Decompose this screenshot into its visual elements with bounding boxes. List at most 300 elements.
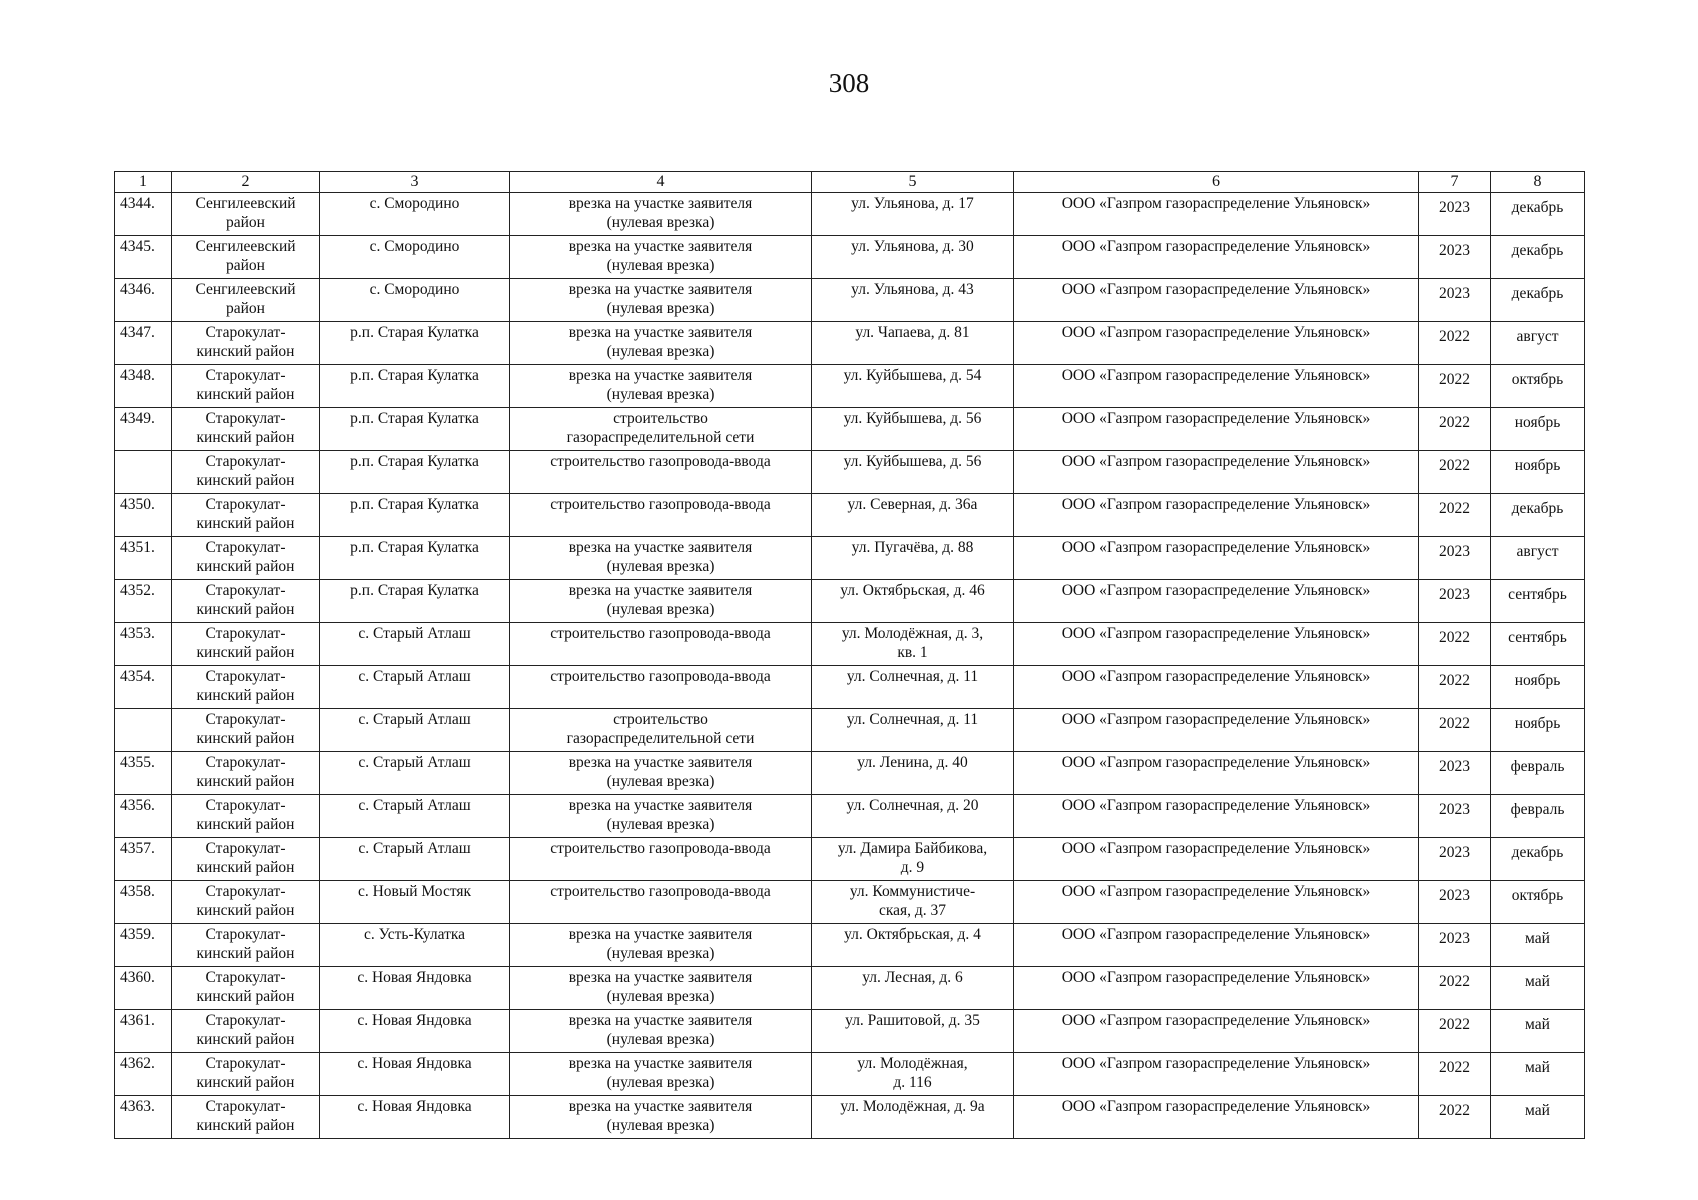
district-text: Старокулат- (205, 797, 286, 814)
district-cell (172, 838, 320, 881)
address-text: ул. Северная, д. 36а (847, 496, 978, 513)
row-number-cell (115, 1053, 172, 1096)
district-text: кинский район (196, 730, 295, 747)
settlement-text: с. Старый Атлаш (358, 625, 471, 642)
organization-cell (1014, 193, 1419, 236)
district-text: кинский район (196, 558, 295, 575)
district-text: кинский район (196, 472, 295, 489)
month-text: сентябрь (1508, 629, 1567, 646)
district-text: кинский район (196, 429, 295, 446)
address-cell (812, 193, 1014, 236)
work-type-cell (510, 967, 812, 1010)
work-type-cell (510, 881, 812, 924)
year-text: 2022 (1439, 629, 1470, 646)
organization-text: ООО «Газпром газораспределение Ульяновск» (1061, 668, 1371, 685)
table-row (115, 924, 1585, 967)
row-number-cell (115, 236, 172, 279)
year-text: 2023 (1439, 930, 1470, 947)
year-text: 2023 (1439, 887, 1470, 904)
address-text: ская, д. 37 (878, 902, 947, 919)
organization-text: ООО «Газпром газораспределение Ульяновск» (1061, 195, 1371, 212)
settlement-text: с. Усть-Кулатка (363, 926, 466, 943)
district-text: Старокулат- (205, 1012, 286, 1029)
organization-cell (1014, 408, 1419, 451)
header-row (115, 172, 1585, 193)
settlement-text: с. Смородино (369, 281, 460, 298)
work-type-text: газораспределительной сети (566, 429, 755, 446)
month-text: декабрь (1511, 285, 1564, 302)
registry-table (114, 171, 1585, 1139)
district-text: Старокулат- (205, 324, 286, 341)
address-cell (812, 666, 1014, 709)
district-text: кинский район (196, 601, 295, 618)
year-text: 2023 (1439, 242, 1470, 259)
month-cell (1491, 494, 1585, 537)
year-text: 2023 (1439, 758, 1470, 775)
address-cell (812, 623, 1014, 666)
settlement-cell (320, 494, 510, 537)
district-text: Старокулат- (205, 625, 286, 642)
row-number-cell (115, 752, 172, 795)
settlement-cell (320, 451, 510, 494)
organization-text: ООО «Газпром газораспределение Ульяновск» (1061, 883, 1371, 900)
month-text: август (1516, 543, 1559, 560)
address-text: ул. Ленина, д. 40 (857, 754, 968, 771)
organization-cell (1014, 365, 1419, 408)
settlement-text: с. Новая Яндовка (357, 969, 472, 986)
district-text: Старокулат- (205, 539, 286, 556)
year-cell (1419, 580, 1491, 623)
year-cell (1419, 1010, 1491, 1053)
address-cell (812, 709, 1014, 752)
organization-cell (1014, 623, 1419, 666)
settlement-text: с. Старый Атлаш (358, 711, 471, 728)
organization-cell (1014, 537, 1419, 580)
month-cell (1491, 1010, 1585, 1053)
work-type-text: (нулевая врезка) (606, 1117, 715, 1134)
organization-cell (1014, 1096, 1419, 1139)
table-row (115, 322, 1585, 365)
column-header: 8 (1491, 172, 1585, 193)
row-number: 4346. (120, 281, 155, 298)
organization-cell (1014, 580, 1419, 623)
table-row (115, 709, 1585, 752)
settlement-text: с. Старый Атлаш (358, 754, 471, 771)
address-text: д. 9 (900, 859, 925, 876)
district-text: кинский район (196, 988, 295, 1005)
work-type-cell (510, 408, 812, 451)
row-number: 4356. (120, 797, 155, 814)
month-text: октябрь (1511, 887, 1564, 904)
organization-text: ООО «Газпром газораспределение Ульяновск» (1061, 1098, 1371, 1115)
month-cell (1491, 838, 1585, 881)
year-text: 2022 (1439, 414, 1470, 431)
year-text: 2023 (1439, 586, 1470, 603)
year-text: 2022 (1439, 715, 1470, 732)
row-number: 4355. (120, 754, 155, 771)
month-text: август (1516, 328, 1559, 345)
work-type-text: врезка на участке заявителя (568, 797, 753, 814)
settlement-cell (320, 1053, 510, 1096)
month-cell (1491, 795, 1585, 838)
table-body (115, 193, 1585, 1139)
district-cell (172, 365, 320, 408)
district-text: кинский район (196, 773, 295, 790)
work-type-text: строительство газопровода-ввода (550, 840, 771, 857)
work-type-cell (510, 1010, 812, 1053)
district-text: кинский район (196, 386, 295, 403)
year-text: 2022 (1439, 371, 1470, 388)
district-cell (172, 1053, 320, 1096)
row-number-cell (115, 537, 172, 580)
organization-text: ООО «Газпром газораспределение Ульяновск» (1061, 754, 1371, 771)
row-number: 4345. (120, 238, 155, 255)
organization-text: ООО «Газпром газораспределение Ульяновск» (1061, 324, 1371, 341)
year-text: 2022 (1439, 1102, 1470, 1119)
work-type-text: врезка на участке заявителя (568, 582, 753, 599)
work-type-text: врезка на участке заявителя (568, 1055, 753, 1072)
work-type-cell (510, 494, 812, 537)
table-row (115, 279, 1585, 322)
settlement-cell (320, 1096, 510, 1139)
row-number-cell (115, 494, 172, 537)
district-cell (172, 537, 320, 580)
year-cell (1419, 193, 1491, 236)
row-number-cell (115, 1010, 172, 1053)
address-cell (812, 279, 1014, 322)
address-text: ул. Солнечная, д. 20 (846, 797, 979, 814)
settlement-text: с. Старый Атлаш (358, 668, 471, 685)
column-header: 4 (510, 172, 812, 193)
district-text: кинский район (196, 515, 295, 532)
year-cell (1419, 236, 1491, 279)
work-type-text: строительство газопровода-ввода (550, 453, 771, 470)
month-cell (1491, 236, 1585, 279)
district-text: Старокулат- (205, 1055, 286, 1072)
address-text: ул. Куйбышева, д. 56 (843, 453, 982, 470)
work-type-text: врезка на участке заявителя (568, 754, 753, 771)
table-row (115, 1096, 1585, 1139)
organization-text: ООО «Газпром газораспределение Ульяновск» (1061, 840, 1371, 857)
organization-cell (1014, 322, 1419, 365)
district-text: Старокулат- (205, 496, 286, 513)
address-cell (812, 408, 1014, 451)
district-text: Старокулат- (205, 969, 286, 986)
settlement-cell (320, 967, 510, 1010)
settlement-cell (320, 537, 510, 580)
district-text: район (226, 257, 265, 274)
year-cell (1419, 408, 1491, 451)
district-text: Старокулат- (205, 754, 286, 771)
table-row (115, 666, 1585, 709)
district-cell (172, 1096, 320, 1139)
row-number-cell (115, 322, 172, 365)
work-type-text: (нулевая врезка) (606, 945, 715, 962)
district-cell (172, 451, 320, 494)
work-type-text: строительство газопровода-ввода (550, 883, 771, 900)
work-type-text: строительство газопровода-ввода (550, 496, 771, 513)
settlement-text: р.п. Старая Кулатка (350, 539, 479, 556)
address-cell (812, 494, 1014, 537)
organization-cell (1014, 838, 1419, 881)
organization-text: ООО «Газпром газораспределение Ульяновск» (1061, 969, 1371, 986)
organization-text: ООО «Газпром газораспределение Ульяновск» (1061, 1012, 1371, 1029)
month-cell (1491, 537, 1585, 580)
month-cell (1491, 1053, 1585, 1096)
month-cell (1491, 752, 1585, 795)
month-cell (1491, 580, 1585, 623)
month-cell (1491, 709, 1585, 752)
year-text: 2022 (1439, 1059, 1470, 1076)
organization-text: ООО «Газпром газораспределение Ульяновск» (1061, 238, 1371, 255)
district-cell (172, 666, 320, 709)
work-type-text: (нулевая врезка) (606, 257, 715, 274)
district-cell (172, 279, 320, 322)
address-cell (812, 236, 1014, 279)
month-cell (1491, 451, 1585, 494)
work-type-cell (510, 623, 812, 666)
row-number-cell (115, 580, 172, 623)
address-text: ул. Пугачёва, д. 88 (851, 539, 974, 556)
work-type-cell (510, 1053, 812, 1096)
district-cell (172, 795, 320, 838)
year-cell (1419, 623, 1491, 666)
work-type-text: (нулевая врезка) (606, 343, 715, 360)
organization-cell (1014, 236, 1419, 279)
organization-cell (1014, 666, 1419, 709)
table-row (115, 795, 1585, 838)
table-row (115, 838, 1585, 881)
organization-text: ООО «Газпром газораспределение Ульяновск» (1061, 281, 1371, 298)
table-row (115, 408, 1585, 451)
month-cell (1491, 924, 1585, 967)
organization-text: ООО «Газпром газораспределение Ульяновск» (1061, 926, 1371, 943)
district-text: Старокулат- (205, 367, 286, 384)
settlement-cell (320, 666, 510, 709)
row-number-cell (115, 623, 172, 666)
organization-cell (1014, 795, 1419, 838)
work-type-cell (510, 451, 812, 494)
row-number-cell (115, 451, 172, 494)
district-cell (172, 623, 320, 666)
district-cell (172, 236, 320, 279)
month-text: декабрь (1511, 242, 1564, 259)
settlement-cell (320, 408, 510, 451)
year-cell (1419, 795, 1491, 838)
year-text: 2022 (1439, 500, 1470, 517)
year-cell (1419, 752, 1491, 795)
table-row (115, 537, 1585, 580)
year-cell (1419, 709, 1491, 752)
district-text: Сенгилеевский (195, 195, 296, 212)
address-text: ул. Куйбышева, д. 56 (843, 410, 982, 427)
year-text: 2022 (1439, 457, 1470, 474)
month-text: май (1525, 930, 1550, 947)
work-type-cell (510, 666, 812, 709)
work-type-cell (510, 580, 812, 623)
work-type-text: врезка на участке заявителя (568, 539, 753, 556)
address-text: ул. Коммунистиче- (849, 883, 976, 900)
table-row (115, 881, 1585, 924)
year-cell (1419, 365, 1491, 408)
row-number-cell (115, 1096, 172, 1139)
settlement-text: р.п. Старая Кулатка (350, 496, 479, 513)
year-cell (1419, 924, 1491, 967)
month-text: май (1525, 973, 1550, 990)
year-text: 2023 (1439, 844, 1470, 861)
work-type-cell (510, 709, 812, 752)
address-cell (812, 795, 1014, 838)
table-row (115, 967, 1585, 1010)
district-cell (172, 580, 320, 623)
work-type-text: врезка на участке заявителя (568, 926, 753, 943)
settlement-text: р.п. Старая Кулатка (350, 582, 479, 599)
settlement-text: с. Смородино (369, 238, 460, 255)
row-number: 4354. (120, 668, 155, 685)
settlement-text: с. Новая Яндовка (357, 1012, 472, 1029)
table-row (115, 752, 1585, 795)
address-text: ул. Солнечная, д. 11 (846, 668, 979, 685)
table-row (115, 451, 1585, 494)
district-text: Сенгилеевский (195, 281, 296, 298)
district-cell (172, 408, 320, 451)
organization-text: ООО «Газпром газораспределение Ульяновск» (1061, 453, 1371, 470)
month-cell (1491, 623, 1585, 666)
address-cell (812, 1010, 1014, 1053)
district-cell (172, 1010, 320, 1053)
table-row (115, 1010, 1585, 1053)
address-text: ул. Молодёжная, д. 9а (840, 1098, 985, 1115)
address-text: ул. Куйбышева, д. 54 (843, 367, 982, 384)
row-number-cell (115, 838, 172, 881)
settlement-cell (320, 365, 510, 408)
district-text: Старокулат- (205, 840, 286, 857)
address-text: ул. Ульянова, д. 30 (851, 238, 974, 255)
month-text: май (1525, 1059, 1550, 1076)
settlement-text: р.п. Старая Кулатка (350, 453, 479, 470)
work-type-cell (510, 537, 812, 580)
row-number: 4358. (120, 883, 155, 900)
address-cell (812, 967, 1014, 1010)
month-text: декабрь (1511, 199, 1564, 216)
row-number: 4363. (120, 1098, 155, 1115)
settlement-text: с. Старый Атлаш (358, 797, 471, 814)
organization-text: ООО «Газпром газораспределение Ульяновск» (1061, 539, 1371, 556)
work-type-cell (510, 924, 812, 967)
organization-cell (1014, 451, 1419, 494)
row-number: 4360. (120, 969, 155, 986)
organization-text: ООО «Газпром газораспределение Ульяновск» (1061, 410, 1371, 427)
row-number: 4357. (120, 840, 155, 857)
address-cell (812, 451, 1014, 494)
month-cell (1491, 666, 1585, 709)
settlement-text: с. Новая Яндовка (357, 1055, 472, 1072)
work-type-cell (510, 838, 812, 881)
work-type-text: строительство газопровода-ввода (550, 668, 771, 685)
work-type-text: врезка на участке заявителя (568, 1098, 753, 1115)
work-type-text: (нулевая врезка) (606, 988, 715, 1005)
row-number: 4350. (120, 496, 155, 513)
column-header: 1 (115, 172, 172, 193)
work-type-cell (510, 279, 812, 322)
table-row (115, 193, 1585, 236)
work-type-text: (нулевая врезка) (606, 386, 715, 403)
settlement-text: р.п. Старая Кулатка (350, 324, 479, 341)
work-type-text: (нулевая врезка) (606, 1074, 715, 1091)
work-type-cell (510, 236, 812, 279)
address-text: ул. Молодёжная, (857, 1055, 968, 1072)
year-text: 2023 (1439, 543, 1470, 560)
address-text: ул. Лесная, д. 6 (862, 969, 963, 986)
work-type-text: врезка на участке заявителя (568, 324, 753, 341)
year-cell (1419, 451, 1491, 494)
year-text: 2023 (1439, 199, 1470, 216)
organization-text: ООО «Газпром газораспределение Ульяновск» (1061, 711, 1371, 728)
organization-text: ООО «Газпром газораспределение Ульяновск» (1061, 1055, 1371, 1072)
district-text: кинский район (196, 687, 295, 704)
district-text: кинский район (196, 1117, 295, 1134)
month-text: ноябрь (1514, 457, 1561, 474)
settlement-cell (320, 752, 510, 795)
district-cell (172, 967, 320, 1010)
work-type-text: строительство (613, 711, 708, 728)
row-number: 4353. (120, 625, 155, 642)
table-row (115, 1053, 1585, 1096)
organization-cell (1014, 279, 1419, 322)
row-number: 4352. (120, 582, 155, 599)
district-text: кинский район (196, 343, 295, 360)
address-text: ул. Молодёжная, д. 3, (841, 625, 984, 642)
registry-table-container (114, 171, 1584, 1139)
settlement-text: р.п. Старая Кулатка (350, 410, 479, 427)
month-cell (1491, 967, 1585, 1010)
settlement-cell (320, 709, 510, 752)
organization-cell (1014, 967, 1419, 1010)
work-type-text: газораспределительной сети (566, 730, 755, 747)
organization-cell (1014, 1010, 1419, 1053)
district-cell (172, 494, 320, 537)
work-type-text: (нулевая врезка) (606, 558, 715, 575)
month-text: сентябрь (1508, 586, 1567, 603)
column-header: 2 (172, 172, 320, 193)
settlement-cell (320, 236, 510, 279)
district-text: кинский район (196, 644, 295, 661)
month-cell (1491, 408, 1585, 451)
row-number-cell (115, 279, 172, 322)
address-text: ул. Ульянова, д. 17 (851, 195, 974, 212)
settlement-cell (320, 795, 510, 838)
organization-text: ООО «Газпром газораспределение Ульяновск» (1061, 797, 1371, 814)
district-text: кинский район (196, 945, 295, 962)
month-cell (1491, 881, 1585, 924)
organization-cell (1014, 709, 1419, 752)
month-text: май (1525, 1102, 1550, 1119)
work-type-cell (510, 322, 812, 365)
work-type-text: врезка на участке заявителя (568, 969, 753, 986)
table-row (115, 365, 1585, 408)
settlement-cell (320, 881, 510, 924)
column-header: 7 (1419, 172, 1491, 193)
district-text: кинский район (196, 859, 295, 876)
address-text: ул. Рашитовой, д. 35 (845, 1012, 980, 1029)
district-text: район (226, 300, 265, 317)
district-cell (172, 881, 320, 924)
address-text: кв. 1 (897, 644, 928, 661)
district-text: кинский район (196, 902, 295, 919)
settlement-cell (320, 193, 510, 236)
settlement-cell (320, 279, 510, 322)
row-number-cell (115, 795, 172, 838)
